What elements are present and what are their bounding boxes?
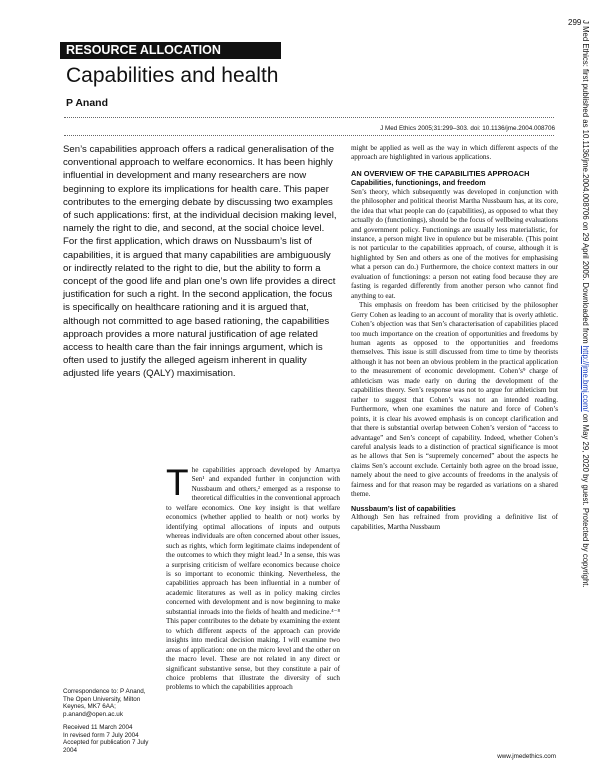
margin-notice-text: J Med Ethics: first published as 10.1136/jme.2004.008706 on 29 April 2005. Downloaded from http://jme.bmj.com/ on May 29, 2020 by guest. Protected by copyright. xyxy=(581,20,590,588)
margin-notice xyxy=(582,20,590,760)
section-banner: RESOURCE ALLOCATION xyxy=(60,42,281,59)
page-number: 299 xyxy=(568,18,582,27)
subsection-heading-2: Nussbaum’s list of capabilities xyxy=(351,503,456,513)
abstract: Sen’s capabilities approach offers a radical generalisation of the conventional approach to welfare economics. It has been highly influential in development and many researchers are now beginning to explore its implications for health care. This paper contributes to the emerging debate by discussing two examples of such applications: first, at the individual decision making level, namely the right to die, and second, at the social choice level. For the first application, which draws on Nussbaum’s list of capabilities, it is argued that many capabilities are ambiguously or indirectly related to the right to die, but the ability to form a concept of the good life and plan one’s own life provides a direct justification for such a right. In the second application, the focus is specifically on healthcare rationing and it is argued that, although not committed to age based rationing, the capabilities approach provides a more natural justification of age related access to health care than the fair innings argument, which is often used to justify the alleged ageism inherent in quality adjusted life years (QALY) maximisation. xyxy=(63,144,337,380)
revised-date: In revised form 7 July 2004 xyxy=(63,731,139,739)
body-column-1 xyxy=(166,462,340,693)
divider-citation xyxy=(64,135,554,136)
section-heading: AN OVERVIEW OF THE CAPABILITIES APPROACH xyxy=(351,168,530,178)
correspondence: Correspondence to: P Anand, The Open University, Milton Keynes, MK7 6AA; p.anand@open.ac.uk xyxy=(63,688,146,719)
intro-paragraph: he capabilities approach developed by Amartya Sen¹ and expanded further in conjunction with Nussbaum and others,² emerged as a response to theoretical difficulties in the conventional approach to welfare economics. One key insight is that welfare economics (whether applied to health or not) works by identifying optimal allocations of inputs and outputs whereas individuals are often concerned about other issues, such as rights, which form legitimate claims independent of the outcomes to which they might lead.³ In a sense, this was a surprising criticism of welfare economics because choice is so important to economic thinking. Nevertheless, the capabilities approach has been influential in a number of academic literatures as well as in policy making circles concerned with development and is now beginning to make substantial inroads into the fields of health and medicine.⁴⁻⁸ This paper contributes to the debate by examining the extent to which different aspects of the approach can provide insights into medical decision making. I will examine two areas of application: one on the micro level and the other on the macro level. These are not related in any direct or significant substantive sense, but they constitute a pair of choice problems that illustrate the diversity of such problems to which the capabilities approach xyxy=(166,466,340,692)
paragraph-3: This emphasis on freedom has been criticised by the philosopher Gerry Cohen as leading to an account of morality that is overly athletic. Cohen’s objection was that Sen’s characterisation of capabilities placed too much importance on the creation of opportunities and freedoms by human agents as opposed to the opportunities and freedoms themselves. This issue is still discussed from time to time by theorists although it has not been an obvious problem in the practical application to the measurement of economic development. Cohen’s⁹ charge of athleticism was made early on during the development of the capabilities theory. Sen’s response was not to argue for athleticism but rather to suggest that Cohen’s was not an intended reading. Furthermore, when one examines the nature and force of Cohen’s points, it is clear his avowed emphasis is on concept clarification and that there is substantial overlap between Cohen’s version of “access to advantage” and Sen’s concept of capability. Indeed, whether Cohen’s careful analysis leads to a distinction of practical significance is moot as he allows that Sen is “supremely concerned” about the aspects he claims Sen’s account exclude. Certainly both agree on the broad issue, namely about the need to give accounts of freedoms in the analysis of fairness and for that reason may be regarded as variations on a shared theme. xyxy=(351,301,558,499)
footer-url: www.jmedethics.com xyxy=(497,753,556,760)
citation-line: J Med Ethics 2005;31:299–303. doi: 10.1136/jme.2004.008706 xyxy=(380,125,555,132)
paragraph-2: Sen’s theory, which subsequently was developed in conjunction with the philosopher and political theorist Martha Nussbaum has, at its core, the idea that what people can do (capabilities), as opposed to what they actually do (functionings), should be the focus of wellbeing evaluations and government policy. Functionings are usually less materialistic, for instance, a person might live in opulence but be miserable. (This point is not particular to the capabilities approach, of course, although it is highlighted by Sen and others as one of the motives for emphasising what a person can do.) Furthermore, the choice context matters in our evaluation of functionings: a person not eating food because they are fasting is regarded differently from another person who cannot find anything to eat. xyxy=(351,187,558,300)
continued-paragraph: might be applied as well as the way in which different aspects of the approach are highlighted in various applications. xyxy=(351,144,558,162)
author-name: P Anand xyxy=(66,97,109,109)
divider-top xyxy=(64,117,554,118)
subsection-heading-1: Capabilities, functionings, and freedom xyxy=(351,178,486,188)
article-sidebar xyxy=(63,688,153,755)
body-column-2 xyxy=(351,144,558,532)
margin-link[interactable]: http://jme.bmj.com/ xyxy=(581,345,590,412)
drop-cap: T xyxy=(166,462,189,503)
article-title: Capabilities and health xyxy=(66,64,279,87)
received-date: Received 11 March 2004 xyxy=(63,723,133,731)
accepted-date: Accepted for publication 7 July 2004 xyxy=(63,739,149,754)
paragraph-4: Although Sen has refrained from providing a definitive list of capabilities, Martha Nussbaum xyxy=(351,513,558,531)
